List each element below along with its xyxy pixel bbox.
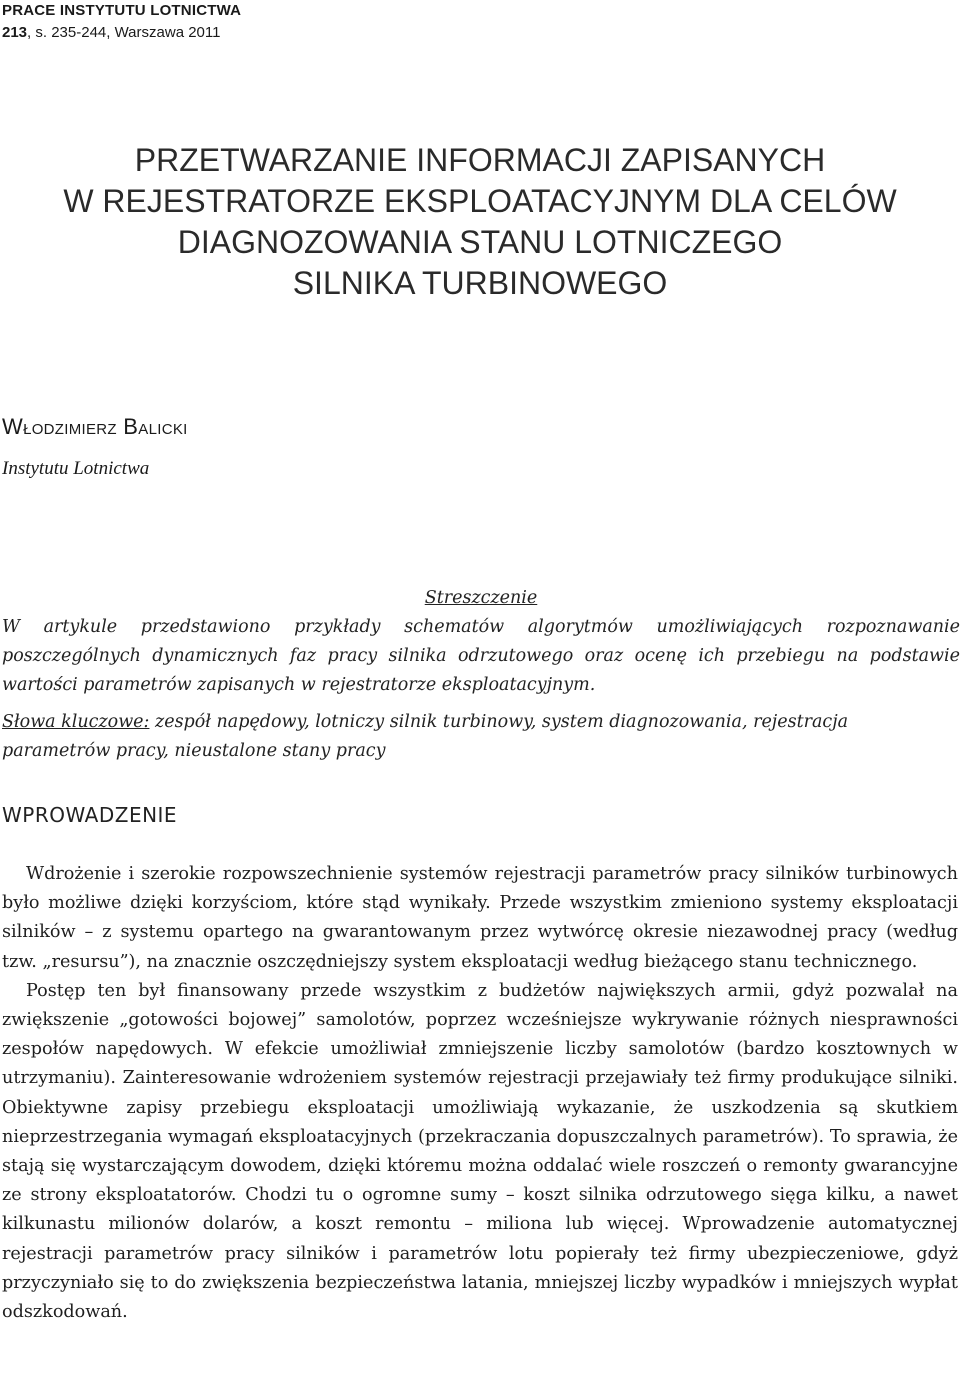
body-paragraph: Wdrożenie i szerokie rozpowszechnienie systemów rejestracji parametrów pracy silników turbinowych było możliwe dzięki korzyściom, które stąd wynikały. Przede wszystkim zmieniono systemy eksploatacji silników – z systemu opartego na gwarantowanym przez wytwórcę okresie niezawodnej pracy (według tzw. „resursu”), na znacznie oszczędniejszy system eksploatacji według bieżącego stanu technicznego. bbox=[2, 864, 958, 972]
running-header bbox=[2, 0, 241, 44]
body-paragraph: Postęp ten był finansowany przede wszystkim z budżetów największych armii, gdyż pozwalał na zwiększenie „gotowości bojowej” samolotów, poprzez wcześniejsze wykrywanie różnych niesprawności zespołów napędowych. W efekcie umożliwiał zmniejszenie liczby samolotów (bardzo kosztownych w utrzymaniu). Zainteresowanie wdrożeniem systemów rejestracji przejawiały też firmy produkujące silniki. Obiektywne zapisy przebiegu eksploatacji umożliwiają wykazanie, że uszkodzenia są skutkiem nieprzestrzegania wymagań eksploatacyjnych (przekraczania dopuszczalnych parametrów). To sprawia, że stają się wystarczającym dowodem, dzięki któremu można oddalać wiele roszczeń o remonty gwarancyjne ze strony eksploatatorów. Chodzi tu o ogromne sumy – koszt silnika odrzutowego sięga kilku, a nawet kilkunastu milionów dolarów, a koszt remontu – miliona lub więcej. Wprowadzenie automatycznej rejestracji parametrów pracy silników i parametrów lotu popierały też firmy ubezpieczeniowe, gdyż przyczyniało się to do zwiększenia bezpieczeństwa latania, mniejszej liczby wypadków i mniejszych wypłat odszkodowań. bbox=[2, 980, 958, 1323]
keywords-label: Słowa kluczowe: bbox=[2, 712, 150, 732]
issue-number: 213 bbox=[2, 24, 28, 41]
journal-name: PRACE INSTYTUTU LOTNICTWA bbox=[2, 2, 242, 19]
section-heading: WPROWADZENIE bbox=[2, 803, 178, 827]
paper-title bbox=[0, 140, 960, 304]
issue-info bbox=[2, 22, 241, 44]
title-line: W REJESTRATORZE EKSPLOATACYJNYM DLA CELÓW bbox=[63, 183, 897, 219]
title-line: SILNIKA TURBINOWEGO bbox=[292, 265, 668, 301]
author-name: Włodzimierz Balicki bbox=[2, 414, 188, 439]
abstract-text: W artykule przedstawiono przykłady schematów algorytmów umożliwiających rozpoznawanie poszczególnych dynamicznych faz pracy silnika odrzutowego oraz ocenę ich przebiegu na podstawie wartości parametrów zapisanych w rejestratorze eksploatacyjnym. bbox=[2, 617, 960, 695]
abstract bbox=[2, 584, 960, 700]
issue-pages-place-year: , s. 235-244, Warszawa 2011 bbox=[27, 24, 221, 41]
section-body bbox=[2, 860, 958, 1327]
keywords bbox=[2, 708, 960, 766]
title-line: DIAGNOZOWANIA STANU LOTNICZEGO bbox=[177, 224, 783, 260]
author-affiliation: Instytutu Lotnictwa bbox=[2, 458, 150, 479]
keywords-text: zespół napędowy, lotniczy silnik turbinowy, system diagnozowania, rejestracja parametrów pracy, nieustalone stany pracy bbox=[2, 712, 849, 761]
abstract-heading: Streszczenie bbox=[424, 588, 538, 608]
title-line: PRZETWARZANIE INFORMACJI ZAPISANYCH bbox=[134, 142, 826, 178]
